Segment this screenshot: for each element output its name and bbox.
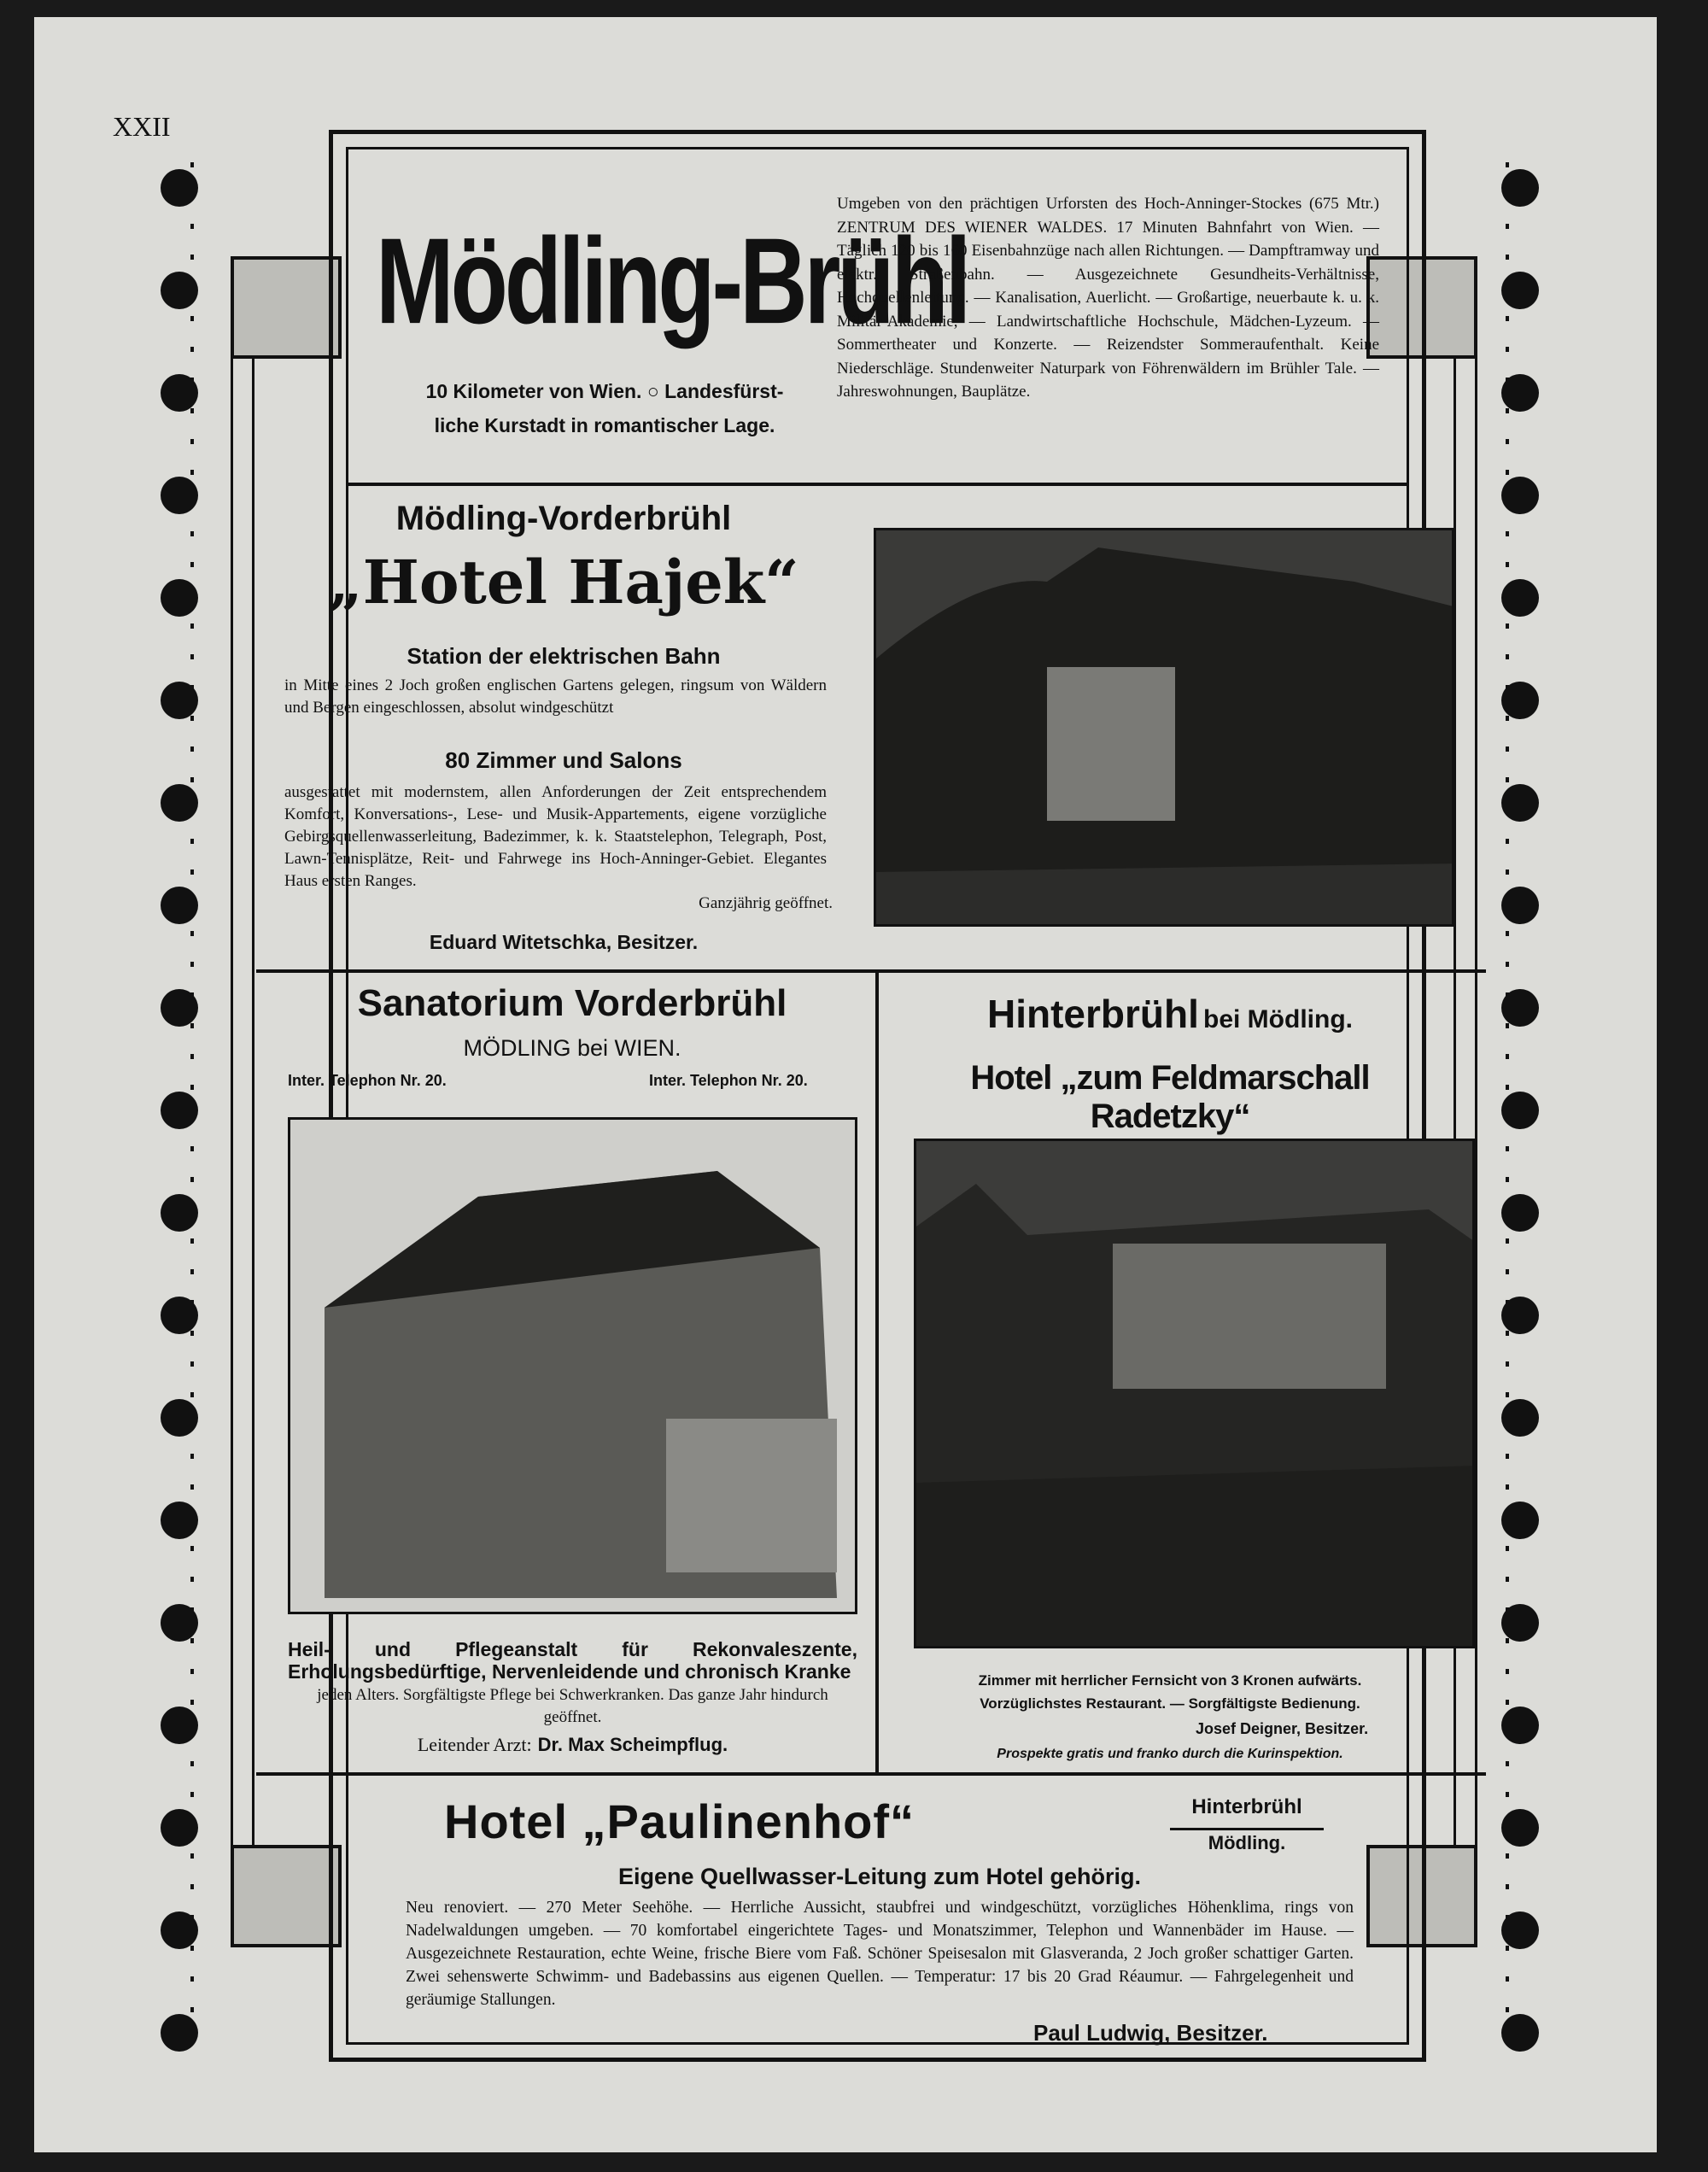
paulinenhof-loc-rule — [1170, 1828, 1324, 1830]
divider-1 — [346, 483, 1409, 486]
paulinenhof-name: Hotel „Paulinenhof“ — [444, 1794, 915, 1848]
paulinenhof-text: Neu renoviert. — 270 Meter Seehöhe. — Herrliche Aussicht, staubfrei und windgeschützt, vorzügliches Höhenklima, rings von Nadelwaldungen umgeben. — 70 komfortabel eingerichtete Tages- und Monatszimmer, Telephon und Wannenbäder im Hause. — Ausgezeichnete Restauration, echte Weine, frische Biere vom Faß. Schöner Speisesalon mit Glasveranda, 2 Joch großer schattiger Garten. Zwei sehenswerte Schwimm- und Badebassins aus eigenen Quellen. — Temperatur: 17 bis 20 Grad Réaumur. — Fahrgelegenheit und geräumige Stallungen. — [406, 1899, 1354, 2009]
paulinenhof-tagline: Eigene Quellwasser-Leitung zum Hotel gehörig. — [617, 1864, 1142, 1889]
corner-ornament-bottom-left — [231, 1845, 342, 1947]
doctor-label: Leitender Arzt: — [417, 1734, 532, 1755]
hajek-yearround: Ganzjährig geöffnet. — [699, 894, 833, 912]
hajek-name: „Hotel Hajek“ — [328, 547, 799, 618]
radetzky-photo — [914, 1139, 1475, 1648]
radetzky-line-1: Zimmer mit herrlicher Fernsicht von 3 Kronen aufwärts. — [978, 1672, 1362, 1689]
sanatorium-text: jeden Alters. Sorgfältigste Pflege bei Schwerkranken. Das ganze Jahr hindurch geöffnet. — [317, 1686, 828, 1726]
radetzky-footer: Prospekte gratis und franko durch die Kurinspektion. — [997, 1747, 1343, 1761]
paulinenhof-loc-2: Mödling. — [1208, 1832, 1286, 1853]
sanatorium-photo — [288, 1117, 857, 1614]
sanatorium-title: Sanatorium Vorderbrühl — [357, 982, 787, 1024]
hajek-photo — [874, 528, 1454, 927]
top-subtitle-1: 10 Kilometer von Wien. ○ Landesfürst- — [425, 380, 784, 402]
radetzky-line-2: Vorzüglichstes Restaurant. — Sorgfältigste Bedienung. — [980, 1695, 1360, 1712]
radetzky-place: Hinterbrühl — [987, 992, 1199, 1036]
left-flower-border — [149, 162, 209, 2067]
top-title: Mödling-Brühl — [376, 213, 968, 350]
hajek-text-1: in Mitte eines 2 Joch großen englischen Gartens gelegen, ringsum von Wäldern und Bergen eingeschlossen, absolut windgeschützt — [284, 676, 827, 717]
sanatorium-doctor — [288, 1734, 857, 1756]
divider-vertical — [875, 969, 879, 1772]
radetzky-owner: Josef Deigner, Besitzer. — [1196, 1720, 1369, 1737]
paulinenhof-loc-1: Hinterbrühl — [1191, 1795, 1302, 1818]
hajek-station: Station der elektrischen Bahn — [407, 643, 721, 669]
hajek-rooms: 80 Zimmer und Salons — [445, 747, 682, 773]
corner-ornament-top-left — [231, 256, 342, 359]
top-description: Umgeben von den prächtigen Urforsten des Hoch-Anninger-Stockes (675 Mtr.) ZENTRUM DES WIENER WALDES. 17 Minuten Bahnfahrt von Wien. — Täglich 120 bis 160 Eisenbahnzüge nach allen Richtungen. — Dampftramway und elektr. Straßenbahn. — Ausgezeichnete Gesundheits-Verhältnisse, Hochquellenleitung. — Kanalisation, Auerlicht. — Großartige, neuerbaute k. u. k. Militär-Akademie, — Landwirtschaftliche Hochschule, Mädchen-Lyzeum. — Sommertheater und Konzerte. — Reizendster Sommeraufenthalt. Keine Niederschläge. Stundenweiter Naturpark von Föhrenwäldern im Brühler Tale. — Jahreswohnungen, Bauplätze. — [837, 195, 1379, 401]
radetzky-place-suffix: bei Mödling. — [1203, 1005, 1353, 1033]
radetzky-name: Hotel „zum Feldmarschall Radetzky“ — [970, 1059, 1370, 1135]
top-subtitle-2: liche Kurstadt in romantischer Lage. — [434, 414, 775, 436]
paulinenhof-owner: Paul Ludwig, Besitzer. — [1033, 2020, 1268, 2046]
hajek-text-2: ausgestattet mit modernstem, allen Anforderungen der Zeit entsprechendem Komfort, Konversations-, Lese- und Musik-Appartements, eigene vorzügliche Gebirgsquellenwasserleitung, Badezimmer, k. k. Staatstelephon, Telegraph, Post, Lawn-Tennisplätze, Reit- und Fahrwege ins Hoch-Anninger-Gebiet. Elegantes Haus ersten Ranges. — [284, 783, 827, 890]
sanatorium-tel-right: Inter. Telephon Nr. 20. — [649, 1072, 808, 1089]
hajek-owner: Eduard Witetschka, Besitzer. — [429, 931, 699, 953]
page-number: XXII — [113, 111, 171, 142]
radetzky-place-line — [888, 991, 1452, 1037]
sanatorium-subtitle: MÖDLING bei WIEN. — [463, 1035, 681, 1061]
divider-2 — [256, 969, 1486, 973]
right-flower-border — [1490, 162, 1550, 2067]
left-rail — [231, 256, 254, 1879]
sanatorium-bold-text: Heil- und Pflegeanstalt für Rekonvaleszente, Erholungsbedürftige, Nervenleidende und chronisch Kranke — [288, 1638, 857, 1683]
sanatorium-tel-left: Inter. Telephon Nr. 20. — [288, 1072, 447, 1089]
hajek-heading: Mödling-Vorderbrühl — [395, 500, 732, 537]
divider-3 — [256, 1772, 1486, 1776]
doctor-name: Dr. Max Scheimpflug. — [537, 1734, 728, 1755]
